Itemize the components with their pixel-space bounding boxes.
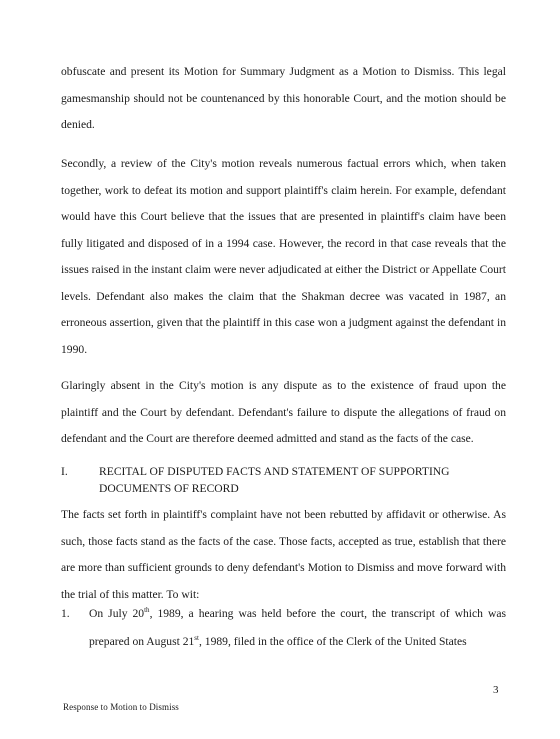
section-number: I. <box>61 465 68 478</box>
section-heading <box>61 463 506 497</box>
paragraph-2: Secondly, a review of the City's motion reveals numerous factual errors which, when taken together, work to defeat its motion and support plaintiff's claim herein. For example, defendant would have this Court believe that the issues that are presented in plaintiff's claim have been fully litigated and disposed of in a 1994 case. However, the record in that case reveals that the issues raised in the instant claim were never adjudicated at either the District or Appellate Court levels. Defendant also makes the claim that the Shakman decree was vacated in 1987, an erroneous assertion, given that the plaintiff in this case won a judgment against the defendant in 1990. <box>61 157 506 356</box>
list-item-number: 1. <box>61 607 70 620</box>
section-title: RECITAL OF DISPUTED FACTS AND STATEMENT OF SUPPORTING DOCUMENTS OF RECORD <box>99 465 450 495</box>
list-item-text: On July 20th, 1989, a hearing was held before the court, the transcript of which was prepared on August 21st, 1989, filed in the office of the Clerk of the United States <box>89 606 506 648</box>
paragraph-1: obfuscate and present its Motion for Summary Judgment as a Motion to Dismiss. This legal gamesmanship should not be countenanced by this honorable Court, and the motion should be denied. <box>61 65 506 131</box>
list-item-1 <box>61 600 506 656</box>
section-paragraph: The facts set forth in plaintiff's complaint have not been rebutted by affidavit or otherwise. As such, those facts stand as the facts of the case. Those facts, accepted as true, establish that there are more than sufficient grounds to deny defendant's Motion to Dismiss and move forward with the trial of this matter. To wit: <box>61 508 506 601</box>
paragraph-3: Glaringly absent in the City's motion is any dispute as to the existence of fraud upon the plaintiff and the Court by defendant. Defendant's failure to dispute the allegations of fraud on defendant and the Court are therefore deemed admitted and stand as the facts of the case. <box>61 379 506 445</box>
footer-text: Response to Motion to Dismiss <box>63 702 179 712</box>
page-number: 3 <box>493 684 499 696</box>
